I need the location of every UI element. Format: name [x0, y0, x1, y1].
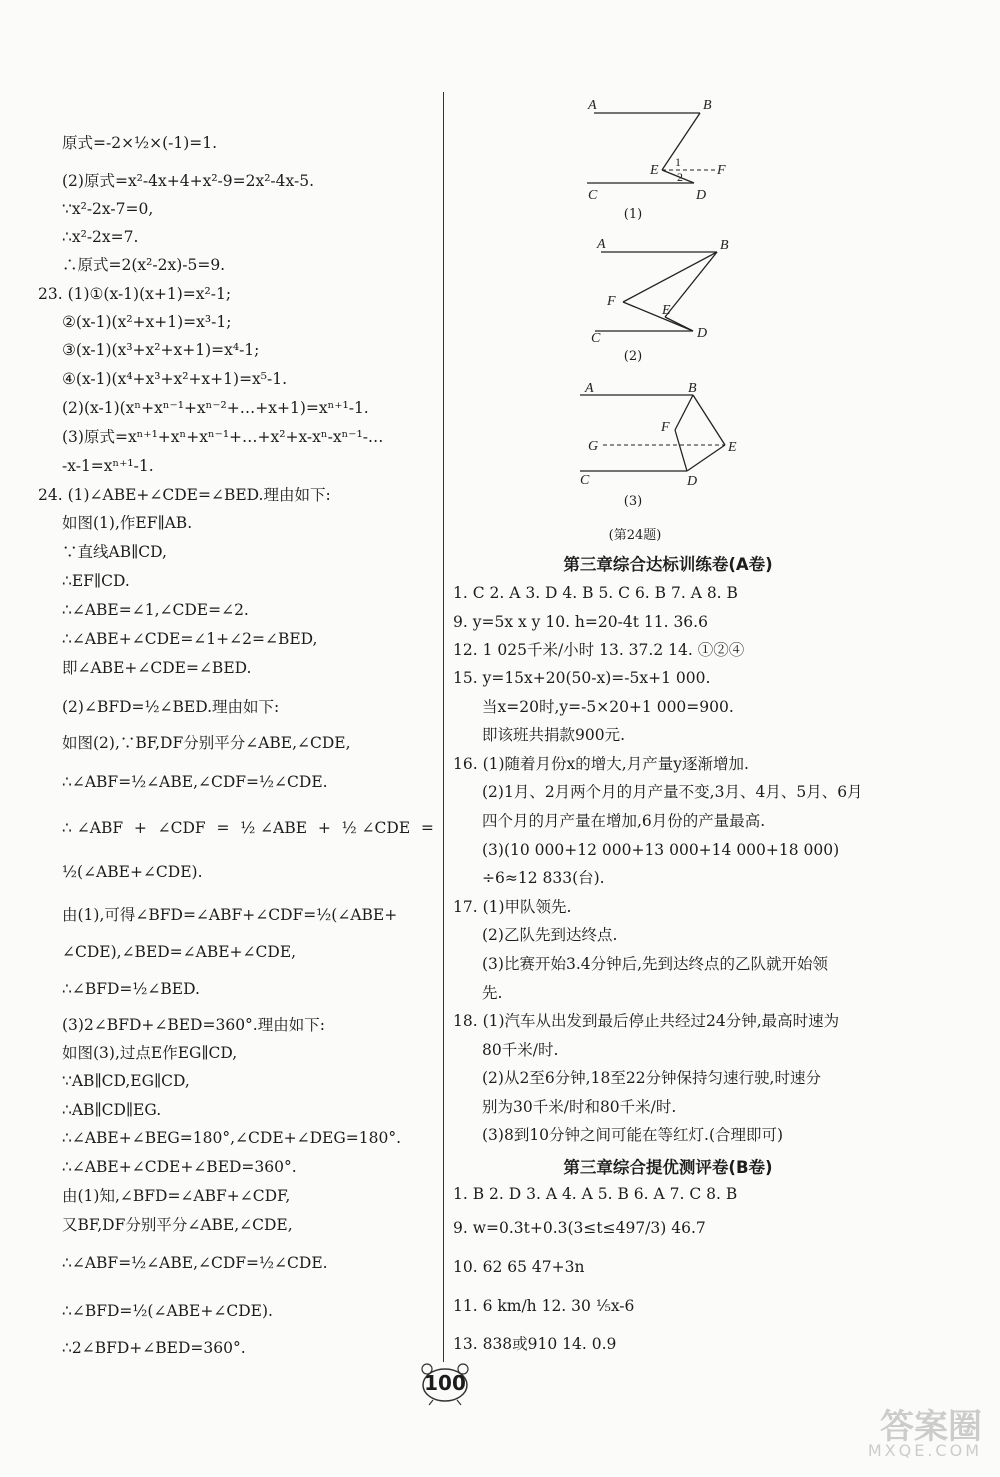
answer-line: (3)(10 000+12 000+13 000+14 000+18 000)	[482, 841, 840, 859]
answer-line: 四个月的月产量在增加,6月份的产量最高.	[482, 812, 766, 830]
point-label: E	[650, 163, 659, 178]
answer-line: ∵x²-2x-7=0,	[62, 200, 154, 218]
math-term: =	[216, 819, 230, 837]
answer-line: 13. 838或910 14. 0.9	[453, 1335, 617, 1353]
answer-line: 12. 1 025千米/小时 13. 37.2 14. ①②④	[453, 641, 745, 659]
answer-line: 由(1)知,∠BFD=∠ABF+∠CDF,	[62, 1187, 291, 1205]
answer-line: 先.	[482, 984, 503, 1002]
answer-line: 9. w=0.3t+0.3(3≤t≤497/3) 46.7	[453, 1219, 706, 1237]
point-label: A	[585, 381, 594, 396]
point-label: E	[728, 440, 737, 455]
point-label: B	[703, 98, 712, 113]
figure-caption: (2)	[623, 349, 643, 364]
answer-line: ∴∠ABF=½∠ABE,∠CDF=½∠CDE.	[62, 773, 328, 791]
answer-line: 即∠ABE+∠CDE=∠BED.	[62, 659, 252, 677]
answer-line: (2)(x-1)(xⁿ+xⁿ⁻¹+xⁿ⁻²+…+x+1)=xⁿ⁺¹-1.	[62, 399, 369, 417]
answer-line: (3)比赛开始3.4分钟后,先到达终点的乙队就开始领	[482, 955, 829, 973]
answer-line: 23. (1)①(x-1)(x+1)=x²-1;	[38, 285, 232, 303]
point-label: D	[697, 326, 708, 341]
point-label: F	[661, 420, 670, 435]
figure-caption-main: (第24题)	[608, 528, 662, 543]
point-label: F	[607, 294, 616, 309]
math-term: ½ ∠ABE	[240, 819, 308, 837]
answer-line: 16. (1)随着月份x的增大,月产量y逐渐增加.	[453, 755, 749, 773]
page-number-text: 100	[424, 1371, 466, 1395]
math-term: +	[317, 819, 331, 837]
figure-1	[570, 95, 770, 220]
answer-line: (3)原式=xⁿ⁺¹+xⁿ+xⁿ⁻¹+…+x²+x-xⁿ-xⁿ⁻¹-…	[62, 428, 384, 446]
answer-line: 15. y=15x+20(50-x)=-5x+1 000.	[453, 669, 711, 687]
figure-2	[585, 232, 755, 352]
math-term: ∠CDF	[157, 819, 206, 837]
answer-line: (2)乙队先到达终点.	[482, 926, 618, 944]
answer-line: ÷6≈12 833(台).	[482, 869, 605, 887]
section-title: 第三章综合达标训练卷(A卷)	[563, 555, 773, 574]
math-term: +	[133, 819, 147, 837]
answer-line: 当x=20时,y=-5×20+1 000=900.	[482, 698, 734, 716]
answer-line: ½(∠ABE+∠CDE).	[62, 863, 203, 881]
figure-caption: (1)	[623, 207, 643, 222]
answer-line: 由(1),可得∠BFD=∠ABF+∠CDF=½(∠ABE+	[62, 906, 398, 924]
answer-line: 原式=-2×½×(-1)=1.	[62, 134, 218, 152]
angle-label: 2	[677, 170, 683, 184]
figure-3	[565, 375, 765, 495]
answer-line: ③(x-1)(x³+x²+x+1)=x⁴-1;	[62, 341, 260, 359]
angle-label: 1	[675, 155, 681, 169]
answer-line: ∴∠ABE+∠CDE=∠1+∠2=∠BED,	[62, 630, 318, 648]
point-label: B	[688, 381, 697, 396]
math-term: ½ ∠CDE	[341, 819, 411, 837]
answer-line: ∵AB∥CD,EG∥CD,	[62, 1072, 190, 1090]
answer-line: ∴2∠BFD+∠BED=360°.	[62, 1339, 246, 1357]
answer-line: ∴原式=2(x²-2x)-5=9.	[62, 256, 226, 274]
answer-line: 80千米/时.	[482, 1041, 559, 1059]
answer-line: 17. (1)甲队领先.	[453, 898, 572, 916]
watermark	[842, 1399, 992, 1469]
answer-line-justified	[62, 818, 434, 838]
answer-line: 24. (1)∠ABE+∠CDE=∠BED.理由如下:	[38, 486, 331, 504]
column-divider	[443, 92, 444, 1362]
answer-line: ∴AB∥CD∥EG.	[62, 1101, 162, 1119]
math-term: =	[420, 819, 434, 837]
answer-line: 1. C 2. A 3. D 4. B 5. C 6. B 7. A 8. B	[453, 584, 738, 602]
answer-line: 如图(2),∵BF,DF分别平分∠ABE,∠CDE,	[62, 734, 351, 752]
answer-line: 如图(3),过点E作EG∥CD,	[62, 1044, 238, 1062]
answer-line: 18. (1)汽车从出发到最后停止共经过24分钟,最高时速为	[453, 1012, 840, 1030]
math-term: ∴ ∠ABF	[62, 819, 124, 837]
answer-line: (2)∠BFD=½∠BED.理由如下:	[62, 698, 280, 716]
answer-line: (2)1月、2月两个月的月产量不变,3月、4月、5月、6月	[482, 783, 863, 801]
answer-line: 9. y=5x x y 10. h=20-4t 11. 36.6	[453, 613, 708, 631]
figure-caption: (3)	[623, 494, 643, 509]
point-label: B	[720, 238, 729, 253]
answer-line: ∴∠ABE+∠CDE+∠BED=360°.	[62, 1158, 297, 1176]
answer-line: ∴∠BFD=½∠BED.	[62, 980, 200, 998]
point-label: A	[597, 237, 606, 252]
point-label: E	[662, 303, 671, 318]
point-label: F	[717, 163, 726, 178]
answer-line: 如图(1),作EF∥AB.	[62, 514, 193, 532]
answer-line: ∴EF∥CD.	[62, 572, 130, 590]
answer-line: 11. 6 km/h 12. 30 ⅕x-6	[453, 1297, 635, 1315]
point-label: D	[696, 188, 707, 203]
answer-line: ∴∠BFD=½(∠ABE+∠CDE).	[62, 1302, 273, 1320]
answer-line: ②(x-1)(x²+x+1)=x³-1;	[62, 313, 232, 331]
answer-line: ∵直线AB∥CD,	[62, 543, 167, 561]
answer-line: (2)从2至6分钟,18至22分钟保持匀速行驶,时速分	[482, 1069, 821, 1087]
answer-line: 又BF,DF分别平分∠ABE,∠CDE,	[62, 1216, 293, 1234]
watermark-url: MXQE.COM	[867, 1441, 982, 1460]
point-label: D	[687, 474, 698, 489]
watermark-logo: 答案圈	[880, 1407, 982, 1447]
answer-line: 10. 62 65 47+3n	[453, 1258, 585, 1276]
answer-line: ∴∠ABE+∠BEG=180°,∠CDE+∠DEG=180°.	[62, 1129, 401, 1147]
section-title: 第三章综合提优测评卷(B卷)	[563, 1158, 773, 1177]
point-label: C	[588, 188, 598, 203]
answer-line: (2)原式=x²-4x+4+x²-9=2x²-4x-5.	[62, 172, 315, 190]
answer-line: (3)8到10分钟之间可能在等红灯.(合理即可)	[482, 1126, 784, 1144]
answer-line: (3)2∠BFD+∠BED=360°.理由如下:	[62, 1016, 325, 1034]
answer-line: ∠CDE),∠BED=∠ABE+∠CDE,	[62, 943, 297, 961]
point-label: G	[588, 439, 599, 454]
answer-line: 即该班共捐款900元.	[482, 726, 626, 744]
point-label: A	[588, 98, 597, 113]
answer-line: ④(x-1)(x⁴+x³+x²+x+1)=x⁵-1.	[62, 370, 288, 388]
answer-line: 1. B 2. D 3. A 4. A 5. B 6. A 7. C 8. B	[453, 1185, 738, 1203]
answer-line: ∴∠ABE=∠1,∠CDE=∠2.	[62, 601, 249, 619]
point-label: C	[580, 473, 590, 488]
answer-line: ∴x²-2x=7.	[62, 228, 139, 246]
answer-line: 别为30千米/时和80千米/时.	[482, 1098, 677, 1116]
answer-line: -x-1=xⁿ⁺¹-1.	[62, 457, 154, 475]
answer-line: ∴∠ABF=½∠ABE,∠CDF=½∠CDE.	[62, 1254, 328, 1272]
point-label: C	[591, 331, 601, 346]
page-number	[415, 1360, 475, 1406]
